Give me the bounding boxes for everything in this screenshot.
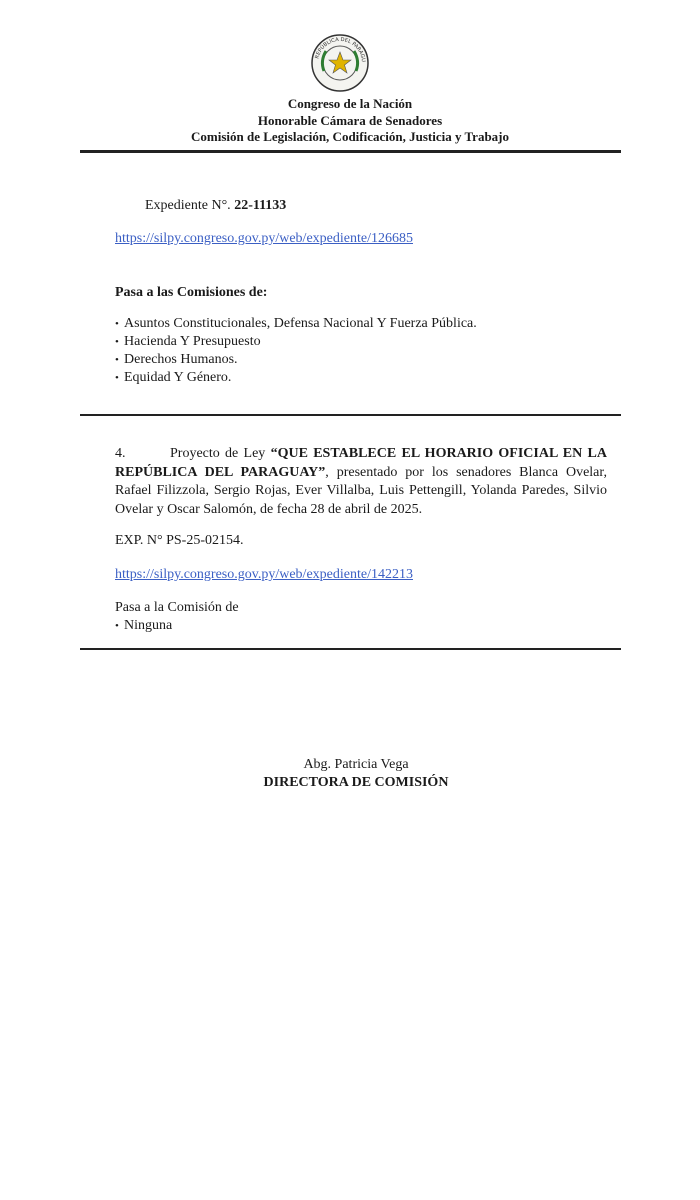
list-item: • Ninguna (115, 617, 172, 635)
header-camara: Honorable Cámara de Senadores (257, 113, 443, 128)
pasa-comision-label: Pasa a la Comisión de (115, 600, 239, 615)
seal-icon (310, 33, 370, 93)
expediente-label: Expediente N°. (145, 198, 235, 213)
section-divider-1 (80, 414, 621, 416)
item-number: 4. (115, 446, 126, 461)
list-item: • Equidad Y Género. (115, 369, 477, 387)
proyecto-body: , presentado por los senadores Blanca Ovelar, Rafael Filizzola, Sergio Rojas, Ever Villalba, Luis Pettengill, Yolanda Paredes, Silvio Ovelar y Oscar Salomón, de fecha 28 de abril de 2025. (115, 464, 607, 517)
signature-title: DIRECTORA DE COMISIÓN (263, 775, 449, 790)
proyecto-paragraph (115, 445, 607, 519)
header-congreso: Congreso de la Nación (287, 96, 413, 111)
comisiones-list (115, 315, 477, 387)
expediente-link-2[interactable]: https://silpy.congreso.gov.py/web/expediente/142213 (115, 567, 413, 582)
expediente-number: 22-11133 (234, 198, 287, 213)
proyecto-title: “QUE ESTABLECE EL HORARIO OFICIAL EN LA REPÚBLICA DEL PARAGUAY” (115, 446, 607, 480)
section-divider-2 (80, 648, 621, 650)
signature-name: Abg. Patricia Vega (303, 757, 409, 772)
header-divider (80, 150, 621, 153)
expediente-link-1[interactable]: https://silpy.congreso.gov.py/web/expediente/126685 (115, 231, 413, 246)
list-item: • Asuntos Constitucionales, Defensa Nacional Y Fuerza Pública. (115, 315, 477, 333)
exp-number: EXP. N° PS-25-02154. (115, 533, 244, 548)
list-item: • Derechos Humanos. (115, 351, 477, 369)
list-item: • Hacienda Y Presupuesto (115, 333, 477, 351)
comision-list (115, 617, 172, 635)
header-comision: Comisión de Legislación, Codificación, Justicia y Trabajo (190, 129, 510, 144)
svg-text:REPÚBLICA DEL PARAGUAY: REPÚBLICA DEL PARAGU (314, 36, 367, 63)
expediente-line (145, 197, 286, 215)
proyecto-intro: Proyecto de Ley (170, 446, 271, 461)
pasa-comisiones-label: Pasa a las Comisiones de: (115, 285, 268, 300)
